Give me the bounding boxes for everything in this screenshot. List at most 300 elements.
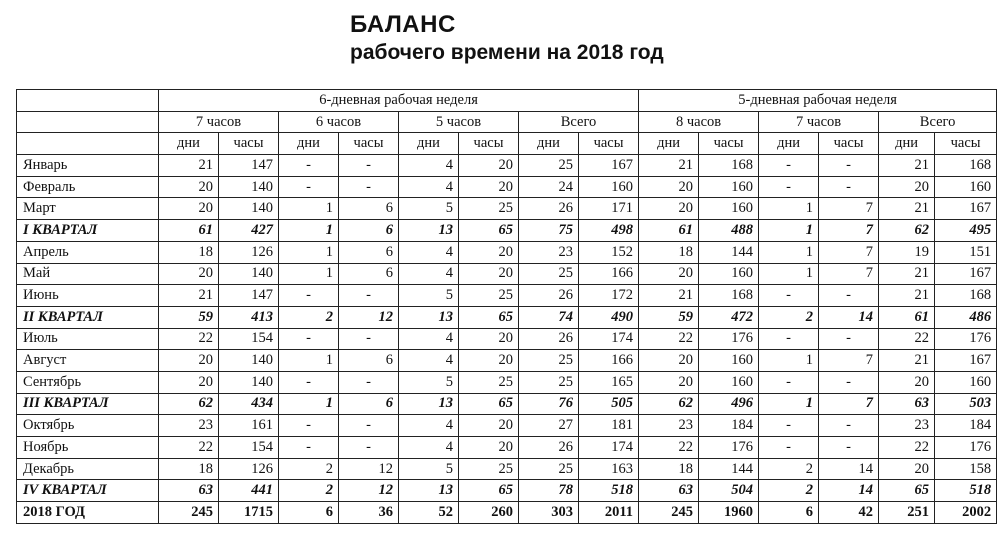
table-cell: 434 bbox=[219, 393, 279, 415]
table-cell: - bbox=[339, 371, 399, 393]
header-group: 7 часов bbox=[159, 111, 279, 133]
table-cell: 167 bbox=[935, 350, 997, 372]
row-label: Август bbox=[17, 350, 159, 372]
table-cell: - bbox=[759, 328, 819, 350]
table-cell: 498 bbox=[579, 220, 639, 242]
header-hours: часы bbox=[579, 133, 639, 155]
table-cell: 160 bbox=[699, 350, 759, 372]
table-cell: 13 bbox=[399, 220, 459, 242]
table-cell: 505 bbox=[579, 393, 639, 415]
table-cell: - bbox=[819, 415, 879, 437]
table-cell: 1 bbox=[279, 198, 339, 220]
table-cell: 61 bbox=[879, 306, 935, 328]
table-cell: 63 bbox=[639, 480, 699, 502]
header-group: 8 часов bbox=[639, 111, 759, 133]
table-cell: 160 bbox=[935, 176, 997, 198]
table-cell: 25 bbox=[459, 371, 519, 393]
table-cell: 63 bbox=[879, 393, 935, 415]
table-row bbox=[17, 350, 997, 372]
table-cell: 1 bbox=[759, 393, 819, 415]
table-cell: 62 bbox=[639, 393, 699, 415]
year-total-row bbox=[17, 502, 997, 524]
table-cell: 140 bbox=[219, 263, 279, 285]
table-cell: 20 bbox=[459, 328, 519, 350]
table-cell: 61 bbox=[639, 220, 699, 242]
table-cell: 4 bbox=[399, 415, 459, 437]
table-cell: 126 bbox=[219, 458, 279, 480]
table-cell: 151 bbox=[935, 241, 997, 263]
table-cell: 1 bbox=[279, 393, 339, 415]
table-cell: 172 bbox=[579, 285, 639, 307]
table-body bbox=[17, 155, 997, 524]
table-cell: 22 bbox=[639, 437, 699, 459]
table-cell: 61 bbox=[159, 220, 219, 242]
header-days: дни bbox=[519, 133, 579, 155]
table-cell: 27 bbox=[519, 415, 579, 437]
header-six-day-week: 6-дневная рабочая неделя bbox=[159, 90, 639, 112]
table-cell: 1 bbox=[279, 263, 339, 285]
table-cell: - bbox=[759, 437, 819, 459]
table-cell: 171 bbox=[579, 198, 639, 220]
table-cell: 20 bbox=[459, 241, 519, 263]
table-cell: 20 bbox=[879, 371, 935, 393]
table-cell: 25 bbox=[459, 285, 519, 307]
table-cell: - bbox=[339, 415, 399, 437]
table-cell: 152 bbox=[579, 241, 639, 263]
table-cell: 176 bbox=[935, 437, 997, 459]
table-cell: - bbox=[279, 328, 339, 350]
table-cell: 176 bbox=[935, 328, 997, 350]
table-cell: 20 bbox=[639, 350, 699, 372]
header-group: Всего bbox=[519, 111, 639, 133]
table-cell: 20 bbox=[639, 198, 699, 220]
table-row bbox=[17, 458, 997, 480]
table-cell: - bbox=[819, 371, 879, 393]
table-cell: 2 bbox=[279, 480, 339, 502]
table-cell: 12 bbox=[339, 306, 399, 328]
table-cell: 12 bbox=[339, 458, 399, 480]
table-cell: 23 bbox=[519, 241, 579, 263]
table-cell: - bbox=[759, 415, 819, 437]
table-cell: 168 bbox=[935, 285, 997, 307]
table-cell: 25 bbox=[519, 155, 579, 177]
table-row bbox=[17, 285, 997, 307]
table-cell: 488 bbox=[699, 220, 759, 242]
table-cell: 59 bbox=[639, 306, 699, 328]
table-cell: 140 bbox=[219, 371, 279, 393]
table-cell: 168 bbox=[935, 155, 997, 177]
table-cell: 6 bbox=[339, 241, 399, 263]
table-cell: 20 bbox=[639, 263, 699, 285]
table-cell: 12 bbox=[339, 480, 399, 502]
table-cell: - bbox=[339, 437, 399, 459]
table-cell: - bbox=[279, 176, 339, 198]
table-cell: 1 bbox=[759, 263, 819, 285]
table-cell: 7 bbox=[819, 393, 879, 415]
table-cell: 2 bbox=[759, 306, 819, 328]
table-cell: 20 bbox=[459, 350, 519, 372]
table-cell: 161 bbox=[219, 415, 279, 437]
table-cell: 184 bbox=[699, 415, 759, 437]
table-cell: 6 bbox=[759, 502, 819, 524]
header-row-days-hours bbox=[17, 133, 997, 155]
table-cell: 160 bbox=[699, 371, 759, 393]
table-cell: 6 bbox=[339, 198, 399, 220]
header-five-day-week: 5-дневная рабочая неделя bbox=[639, 90, 997, 112]
table-cell: 36 bbox=[339, 502, 399, 524]
table-cell: 20 bbox=[459, 155, 519, 177]
table-cell: 7 bbox=[819, 220, 879, 242]
quarter-row bbox=[17, 393, 997, 415]
table-cell: 7 bbox=[819, 350, 879, 372]
table-cell: 5 bbox=[399, 458, 459, 480]
row-label: IV КВАРТАЛ bbox=[17, 480, 159, 502]
table-cell: 26 bbox=[519, 328, 579, 350]
table-cell: 496 bbox=[699, 393, 759, 415]
header-row-hours-group bbox=[17, 111, 997, 133]
table-cell: 140 bbox=[219, 198, 279, 220]
table-cell: 59 bbox=[159, 306, 219, 328]
table-cell: 65 bbox=[459, 393, 519, 415]
table-row bbox=[17, 328, 997, 350]
table-cell: 20 bbox=[639, 371, 699, 393]
table-cell: 25 bbox=[519, 371, 579, 393]
table-cell: 154 bbox=[219, 328, 279, 350]
document-title: БАЛАНС bbox=[350, 11, 456, 38]
table-row bbox=[17, 263, 997, 285]
table-cell: 147 bbox=[219, 155, 279, 177]
table-cell: 2 bbox=[279, 306, 339, 328]
table-cell: 20 bbox=[459, 415, 519, 437]
table-cell: 518 bbox=[579, 480, 639, 502]
table-cell: 1 bbox=[279, 241, 339, 263]
table-cell: 52 bbox=[399, 502, 459, 524]
table-cell: 147 bbox=[219, 285, 279, 307]
table-cell: 167 bbox=[935, 198, 997, 220]
quarter-row bbox=[17, 306, 997, 328]
table-cell: 18 bbox=[639, 458, 699, 480]
table-cell: 441 bbox=[219, 480, 279, 502]
table-cell: 20 bbox=[459, 176, 519, 198]
table-cell: - bbox=[339, 176, 399, 198]
document-subtitle: рабочего времени на 2018 год bbox=[350, 41, 664, 64]
table-cell: 22 bbox=[159, 328, 219, 350]
table-cell: 260 bbox=[459, 502, 519, 524]
table-cell: 26 bbox=[519, 285, 579, 307]
table-cell: 160 bbox=[699, 198, 759, 220]
table-cell: 75 bbox=[519, 220, 579, 242]
table-cell: 13 bbox=[399, 393, 459, 415]
header-group: Всего bbox=[879, 111, 997, 133]
table-cell: - bbox=[819, 176, 879, 198]
table-cell: 174 bbox=[579, 437, 639, 459]
table-cell: 76 bbox=[519, 393, 579, 415]
table-cell: 6 bbox=[279, 502, 339, 524]
table-cell: 4 bbox=[399, 241, 459, 263]
table-cell: 504 bbox=[699, 480, 759, 502]
table-cell: 6 bbox=[339, 393, 399, 415]
table-cell: 18 bbox=[159, 241, 219, 263]
table-cell: - bbox=[819, 155, 879, 177]
table-cell: 1960 bbox=[699, 502, 759, 524]
row-label: Март bbox=[17, 198, 159, 220]
table-cell: 13 bbox=[399, 306, 459, 328]
table-cell: 166 bbox=[579, 350, 639, 372]
table-row bbox=[17, 155, 997, 177]
table-cell: 126 bbox=[219, 241, 279, 263]
table-cell: 4 bbox=[399, 350, 459, 372]
header-row-week-type bbox=[17, 90, 997, 112]
header-days: дни bbox=[399, 133, 459, 155]
table-cell: 2 bbox=[759, 480, 819, 502]
table-cell: 62 bbox=[879, 220, 935, 242]
header-days: дни bbox=[759, 133, 819, 155]
table-cell: 1 bbox=[759, 350, 819, 372]
table-cell: 144 bbox=[699, 458, 759, 480]
table-cell: 168 bbox=[699, 285, 759, 307]
table-cell: 21 bbox=[879, 263, 935, 285]
row-label: Июнь bbox=[17, 285, 159, 307]
table-cell: 20 bbox=[879, 458, 935, 480]
table-cell: - bbox=[339, 285, 399, 307]
table-cell: 23 bbox=[879, 415, 935, 437]
row-label: Июль bbox=[17, 328, 159, 350]
table-cell: 2 bbox=[279, 458, 339, 480]
header-days: дни bbox=[639, 133, 699, 155]
table-cell: 140 bbox=[219, 350, 279, 372]
table-cell: 1 bbox=[279, 350, 339, 372]
table-cell: - bbox=[819, 328, 879, 350]
table-cell: 4 bbox=[399, 263, 459, 285]
table-cell: 154 bbox=[219, 437, 279, 459]
title-block bbox=[350, 10, 664, 66]
row-label: Октябрь bbox=[17, 415, 159, 437]
table-cell: - bbox=[279, 415, 339, 437]
table-cell: 168 bbox=[699, 155, 759, 177]
table-row bbox=[17, 241, 997, 263]
row-label: Сентябрь bbox=[17, 371, 159, 393]
table-cell: 78 bbox=[519, 480, 579, 502]
header-corner-2 bbox=[17, 111, 159, 133]
table-cell: - bbox=[759, 155, 819, 177]
row-label: 2018 ГОД bbox=[17, 502, 159, 524]
table-row bbox=[17, 176, 997, 198]
table-cell: 74 bbox=[519, 306, 579, 328]
table-cell: 503 bbox=[935, 393, 997, 415]
table-cell: 1 bbox=[279, 220, 339, 242]
table-cell: 65 bbox=[459, 306, 519, 328]
table-cell: 166 bbox=[579, 263, 639, 285]
table-cell: 2002 bbox=[935, 502, 997, 524]
table-row bbox=[17, 371, 997, 393]
quarter-row bbox=[17, 220, 997, 242]
table-cell: 184 bbox=[935, 415, 997, 437]
table-cell: 26 bbox=[519, 198, 579, 220]
table-cell: 1 bbox=[759, 198, 819, 220]
table-cell: 144 bbox=[699, 241, 759, 263]
work-time-balance-table bbox=[16, 89, 997, 524]
table-cell: 42 bbox=[819, 502, 879, 524]
table-cell: 160 bbox=[935, 371, 997, 393]
row-label: Май bbox=[17, 263, 159, 285]
table-cell: 14 bbox=[819, 480, 879, 502]
table-cell: 14 bbox=[819, 306, 879, 328]
table-cell: 160 bbox=[579, 176, 639, 198]
header-hours: часы bbox=[339, 133, 399, 155]
table-cell: 65 bbox=[459, 220, 519, 242]
table-cell: 19 bbox=[879, 241, 935, 263]
table-cell: 251 bbox=[879, 502, 935, 524]
table-cell: 495 bbox=[935, 220, 997, 242]
table-cell: 5 bbox=[399, 285, 459, 307]
table-cell: 14 bbox=[819, 458, 879, 480]
table-cell: 1 bbox=[759, 220, 819, 242]
table-cell: 20 bbox=[639, 176, 699, 198]
header-group: 6 часов bbox=[279, 111, 399, 133]
table-cell: 23 bbox=[639, 415, 699, 437]
header-hours: часы bbox=[935, 133, 997, 155]
header-corner bbox=[17, 90, 159, 112]
row-label: Январь bbox=[17, 155, 159, 177]
table-cell: 427 bbox=[219, 220, 279, 242]
table-cell: 486 bbox=[935, 306, 997, 328]
table-cell: 4 bbox=[399, 328, 459, 350]
table-cell: 6 bbox=[339, 220, 399, 242]
header-group: 7 часов bbox=[759, 111, 879, 133]
table-cell: 160 bbox=[699, 176, 759, 198]
header-hours: часы bbox=[219, 133, 279, 155]
row-label: II КВАРТАЛ bbox=[17, 306, 159, 328]
row-label: Декабрь bbox=[17, 458, 159, 480]
table-cell: 20 bbox=[159, 198, 219, 220]
table-cell: 163 bbox=[579, 458, 639, 480]
table-cell: 65 bbox=[879, 480, 935, 502]
table-cell: 160 bbox=[699, 263, 759, 285]
table-cell: 62 bbox=[159, 393, 219, 415]
table-cell: 4 bbox=[399, 437, 459, 459]
table-cell: 5 bbox=[399, 371, 459, 393]
table-cell: 25 bbox=[519, 263, 579, 285]
table-cell: 7 bbox=[819, 263, 879, 285]
table-cell: - bbox=[339, 328, 399, 350]
table-cell: 13 bbox=[399, 480, 459, 502]
table-cell: 174 bbox=[579, 328, 639, 350]
table-cell: 25 bbox=[519, 350, 579, 372]
header-days: дни bbox=[159, 133, 219, 155]
table-cell: 21 bbox=[159, 155, 219, 177]
table-cell: - bbox=[339, 155, 399, 177]
table-row bbox=[17, 437, 997, 459]
table-cell: 24 bbox=[519, 176, 579, 198]
table-cell: 20 bbox=[159, 176, 219, 198]
table-cell: 165 bbox=[579, 371, 639, 393]
table-cell: 158 bbox=[935, 458, 997, 480]
header-hours: часы bbox=[459, 133, 519, 155]
table-cell: 21 bbox=[159, 285, 219, 307]
table-cell: 22 bbox=[159, 437, 219, 459]
table-cell: 25 bbox=[459, 458, 519, 480]
table-cell: 490 bbox=[579, 306, 639, 328]
row-label: Февраль bbox=[17, 176, 159, 198]
table-cell: - bbox=[279, 155, 339, 177]
header-days: дни bbox=[279, 133, 339, 155]
header-hours: часы bbox=[699, 133, 759, 155]
table-cell: 22 bbox=[879, 328, 935, 350]
table-cell: 6 bbox=[339, 350, 399, 372]
table-cell: 20 bbox=[459, 263, 519, 285]
table-cell: 413 bbox=[219, 306, 279, 328]
table-cell: - bbox=[279, 371, 339, 393]
table-cell: 4 bbox=[399, 176, 459, 198]
table-cell: - bbox=[819, 437, 879, 459]
table-cell: 20 bbox=[879, 176, 935, 198]
table-cell: 245 bbox=[159, 502, 219, 524]
table-cell: 20 bbox=[159, 350, 219, 372]
table-cell: - bbox=[759, 176, 819, 198]
row-label: Апрель bbox=[17, 241, 159, 263]
table-cell: 176 bbox=[699, 328, 759, 350]
table-cell: 63 bbox=[159, 480, 219, 502]
table-cell: 167 bbox=[935, 263, 997, 285]
table-cell: 25 bbox=[519, 458, 579, 480]
table-cell: 20 bbox=[159, 371, 219, 393]
table-cell: 21 bbox=[879, 350, 935, 372]
table-cell: 245 bbox=[639, 502, 699, 524]
table-cell: 25 bbox=[459, 198, 519, 220]
table-cell: 176 bbox=[699, 437, 759, 459]
table-cell: 6 bbox=[339, 263, 399, 285]
quarter-row bbox=[17, 480, 997, 502]
table-cell: 23 bbox=[159, 415, 219, 437]
table-cell: - bbox=[759, 285, 819, 307]
table-cell: 181 bbox=[579, 415, 639, 437]
table-cell: 21 bbox=[879, 155, 935, 177]
table-cell: 140 bbox=[219, 176, 279, 198]
table-cell: 167 bbox=[579, 155, 639, 177]
table-cell: 7 bbox=[819, 241, 879, 263]
table-cell: 5 bbox=[399, 198, 459, 220]
table-cell: 303 bbox=[519, 502, 579, 524]
table-cell: - bbox=[279, 437, 339, 459]
table-cell: - bbox=[279, 285, 339, 307]
table-cell: 21 bbox=[639, 285, 699, 307]
table-cell: 2 bbox=[759, 458, 819, 480]
table-cell: 1715 bbox=[219, 502, 279, 524]
row-label: I КВАРТАЛ bbox=[17, 220, 159, 242]
table-cell: 20 bbox=[159, 263, 219, 285]
table-cell: 2011 bbox=[579, 502, 639, 524]
table-cell: 22 bbox=[879, 437, 935, 459]
table-cell: 18 bbox=[159, 458, 219, 480]
table-cell: 26 bbox=[519, 437, 579, 459]
table-cell: 1 bbox=[759, 241, 819, 263]
header-corner-3 bbox=[17, 133, 159, 155]
table-cell: 4 bbox=[399, 155, 459, 177]
table-row bbox=[17, 198, 997, 220]
table-cell: 21 bbox=[879, 285, 935, 307]
table-cell: 20 bbox=[459, 437, 519, 459]
header-hours: часы bbox=[819, 133, 879, 155]
table-cell: 65 bbox=[459, 480, 519, 502]
table-cell: 7 bbox=[819, 198, 879, 220]
table-cell: 21 bbox=[639, 155, 699, 177]
row-label: Ноябрь bbox=[17, 437, 159, 459]
table-cell: 472 bbox=[699, 306, 759, 328]
table-row bbox=[17, 415, 997, 437]
header-days: дни bbox=[879, 133, 935, 155]
table-cell: 18 bbox=[639, 241, 699, 263]
row-label: III КВАРТАЛ bbox=[17, 393, 159, 415]
